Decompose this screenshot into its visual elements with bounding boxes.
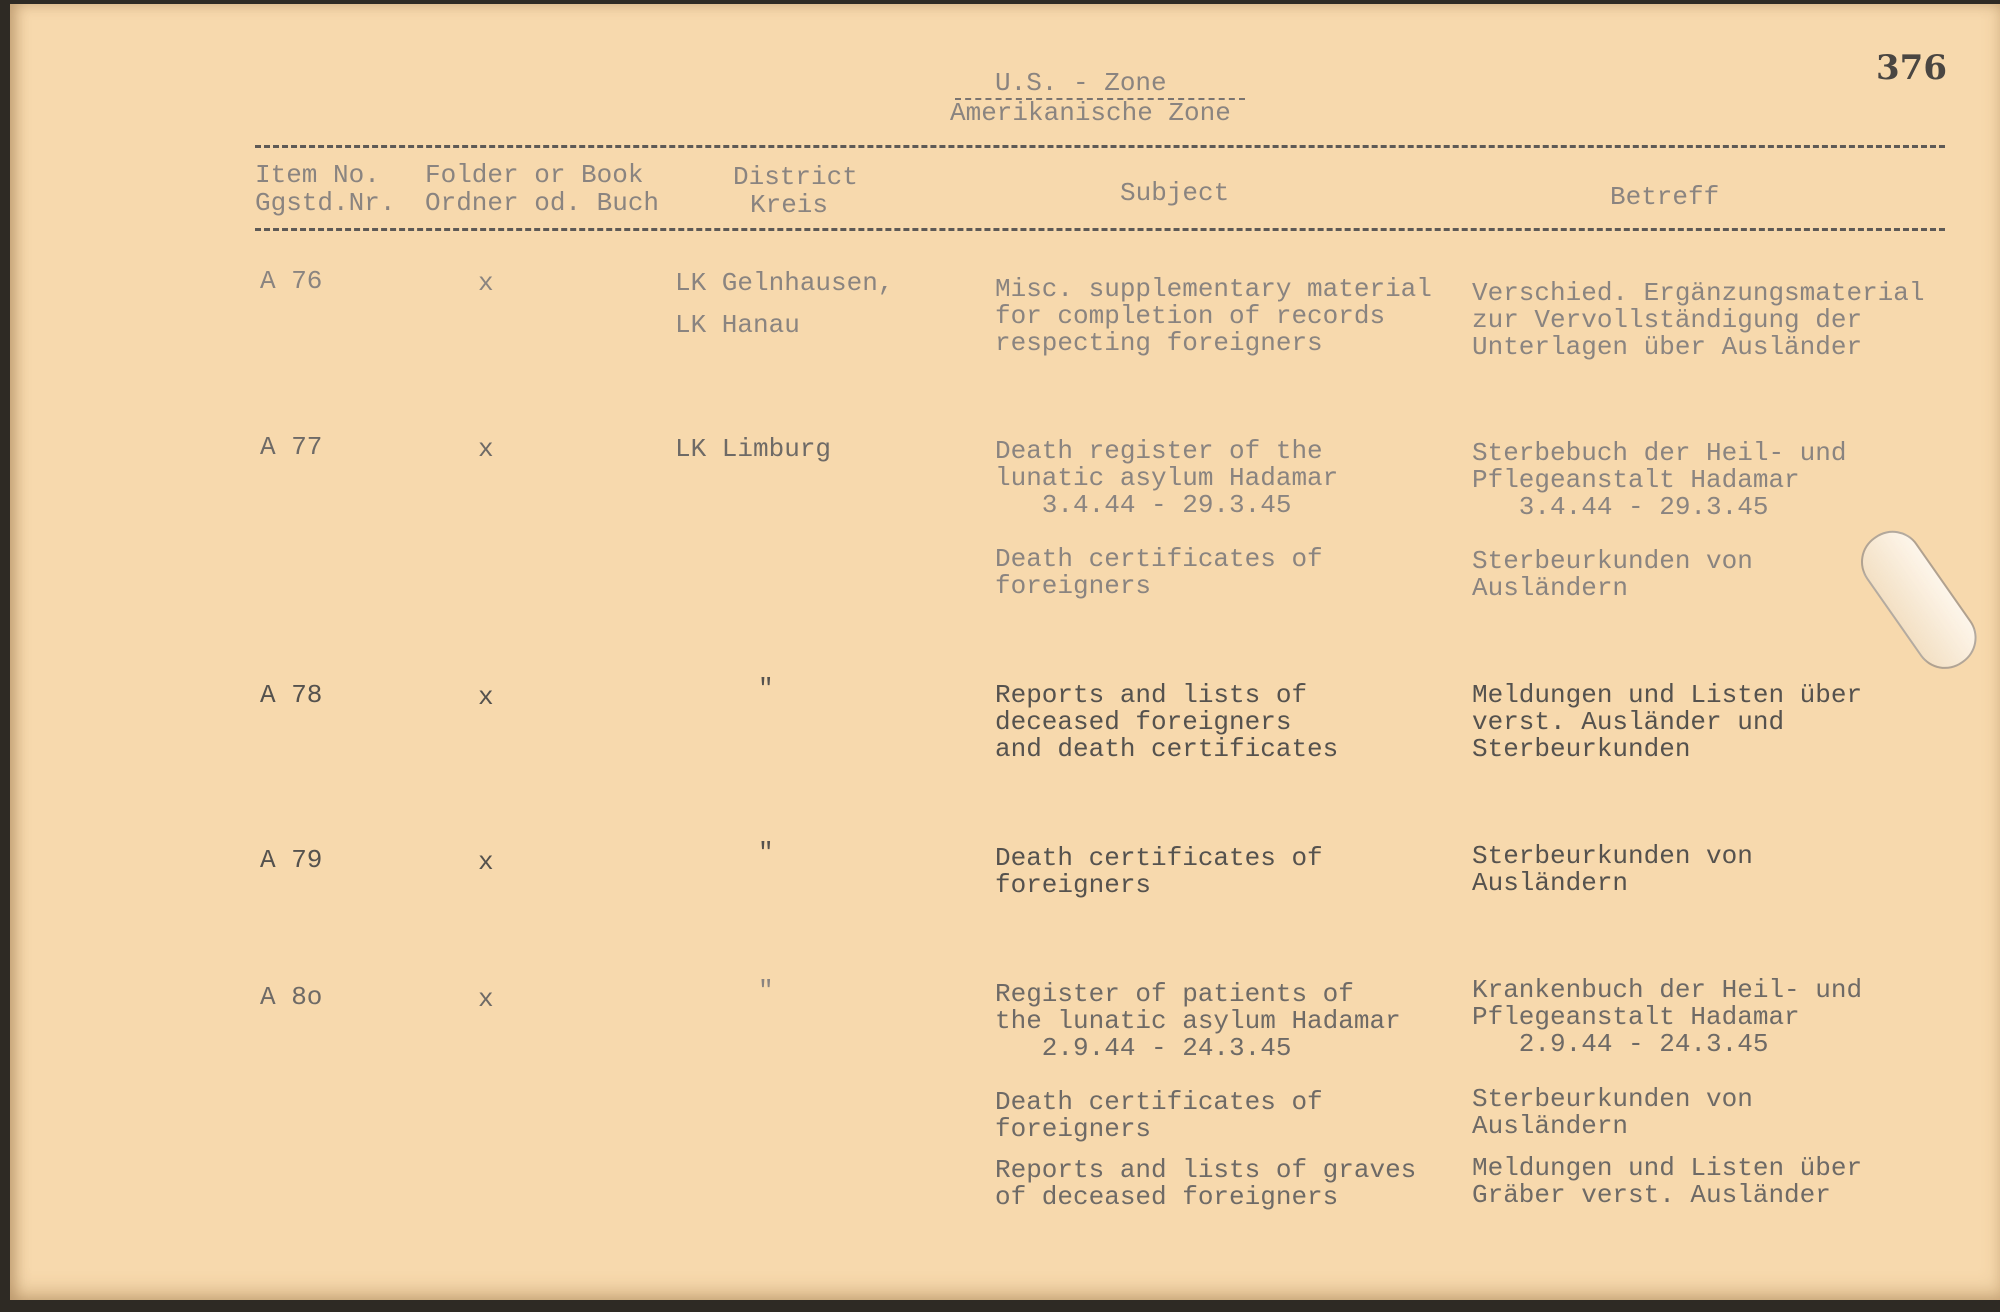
- betreff-line: Krankenbuch der Heil- und: [1472, 975, 1863, 1005]
- betreff-dates: 2.9.44 - 24.3.45: [1472, 1029, 1769, 1059]
- subject-line: foreigners: [995, 571, 1152, 601]
- betreff-line: Pflegeanstalt Hadamar: [1472, 465, 1800, 495]
- subject-line: for completion of records: [995, 301, 1386, 331]
- header-folder-de: Ordner od. Buch: [425, 188, 660, 218]
- zone-title-en: U.S. - Zone: [995, 68, 1167, 98]
- folder-mark: x: [478, 434, 494, 464]
- betreff-line: Sterbeurkunden von: [1472, 1084, 1753, 1114]
- subject-line: and death certificates: [995, 734, 1339, 764]
- folder-mark: x: [478, 682, 494, 712]
- subject-line: Death certificates of: [995, 544, 1323, 574]
- header-item-en: Item No.: [255, 160, 380, 190]
- subject-dates: 2.9.44 - 24.3.45: [995, 1033, 1292, 1063]
- subject-line: Misc. supplementary material: [995, 274, 1432, 304]
- header-folder-en: Folder or Book: [425, 160, 644, 190]
- subject-line: lunatic asylum Hadamar: [995, 463, 1339, 493]
- page-number: 376: [1876, 48, 1947, 88]
- light-reflection: [1849, 519, 1988, 681]
- ditto-mark: ": [758, 976, 774, 1006]
- item-number: A 76: [260, 266, 323, 296]
- betreff-line: Meldungen und Listen über: [1472, 680, 1863, 710]
- betreff-line: Verschied. Ergänzungsmaterial: [1472, 278, 1925, 308]
- subject-line: foreigners: [995, 1114, 1152, 1144]
- betreff-line: Meldungen und Listen über: [1472, 1153, 1863, 1183]
- item-number: A 8o: [260, 982, 323, 1012]
- subject-line: of deceased foreigners: [995, 1182, 1339, 1212]
- document-page: [10, 4, 2000, 1300]
- subject-line: Death certificates of: [995, 1087, 1323, 1117]
- betreff-line: verst. Ausländer und: [1472, 707, 1785, 737]
- betreff-line: Gräber verst. Ausländer: [1472, 1180, 1831, 1210]
- header-district-de: Kreis: [750, 190, 829, 220]
- subject-line: Death register of the: [995, 436, 1323, 466]
- subject-dates: 3.4.44 - 29.3.45: [995, 490, 1292, 520]
- header-top-rule: [255, 145, 1945, 148]
- district-line: LK Gelnhausen,: [675, 268, 894, 298]
- header-item-de: Ggstd.Nr.: [255, 188, 396, 218]
- subject-line: Register of patients of: [995, 979, 1354, 1009]
- ditto-mark: ": [758, 674, 774, 704]
- betreff-line: Sterbeurkunden: [1472, 734, 1691, 764]
- betreff-line: Pflegeanstalt Hadamar: [1472, 1002, 1800, 1032]
- betreff-line: Sterbeurkunden von: [1472, 546, 1753, 576]
- subject-line: the lunatic asylum Hadamar: [995, 1006, 1401, 1036]
- subject-line: Death certificates of: [995, 843, 1323, 873]
- header-district-en: District: [733, 162, 858, 192]
- folder-mark: x: [478, 268, 494, 298]
- betreff-dates: 3.4.44 - 29.3.45: [1472, 492, 1769, 522]
- subject-line: Reports and lists of: [995, 680, 1308, 710]
- betreff-line: Ausländern: [1472, 1111, 1629, 1141]
- district-line: LK Hanau: [675, 310, 800, 340]
- subject-line: deceased foreigners: [995, 707, 1292, 737]
- item-number: A 77: [260, 432, 323, 462]
- betreff-line: Unterlagen über Ausländer: [1472, 332, 1863, 362]
- betreff-line: Sterbebuch der Heil- und: [1472, 438, 1847, 468]
- subject-line: respecting foreigners: [995, 328, 1323, 358]
- zone-title-de: Amerikanische Zone: [950, 98, 1231, 128]
- header-bottom-rule: [255, 228, 1945, 231]
- subject-line: Reports and lists of graves: [995, 1155, 1417, 1185]
- ditto-mark: ": [758, 838, 774, 868]
- district-line: LK Limburg: [675, 434, 832, 464]
- subject-line: foreigners: [995, 870, 1152, 900]
- folder-mark: x: [478, 984, 494, 1014]
- folder-mark: x: [478, 847, 494, 877]
- item-number: A 78: [260, 680, 323, 710]
- header-betreff: Betreff: [1610, 182, 1720, 212]
- betreff-line: Ausländern: [1472, 573, 1629, 603]
- betreff-line: zur Vervollständigung der: [1472, 305, 1863, 335]
- betreff-line: Ausländern: [1472, 868, 1629, 898]
- betreff-line: Sterbeurkunden von: [1472, 841, 1753, 871]
- header-subject: Subject: [1120, 178, 1230, 208]
- item-number: A 79: [260, 845, 323, 875]
